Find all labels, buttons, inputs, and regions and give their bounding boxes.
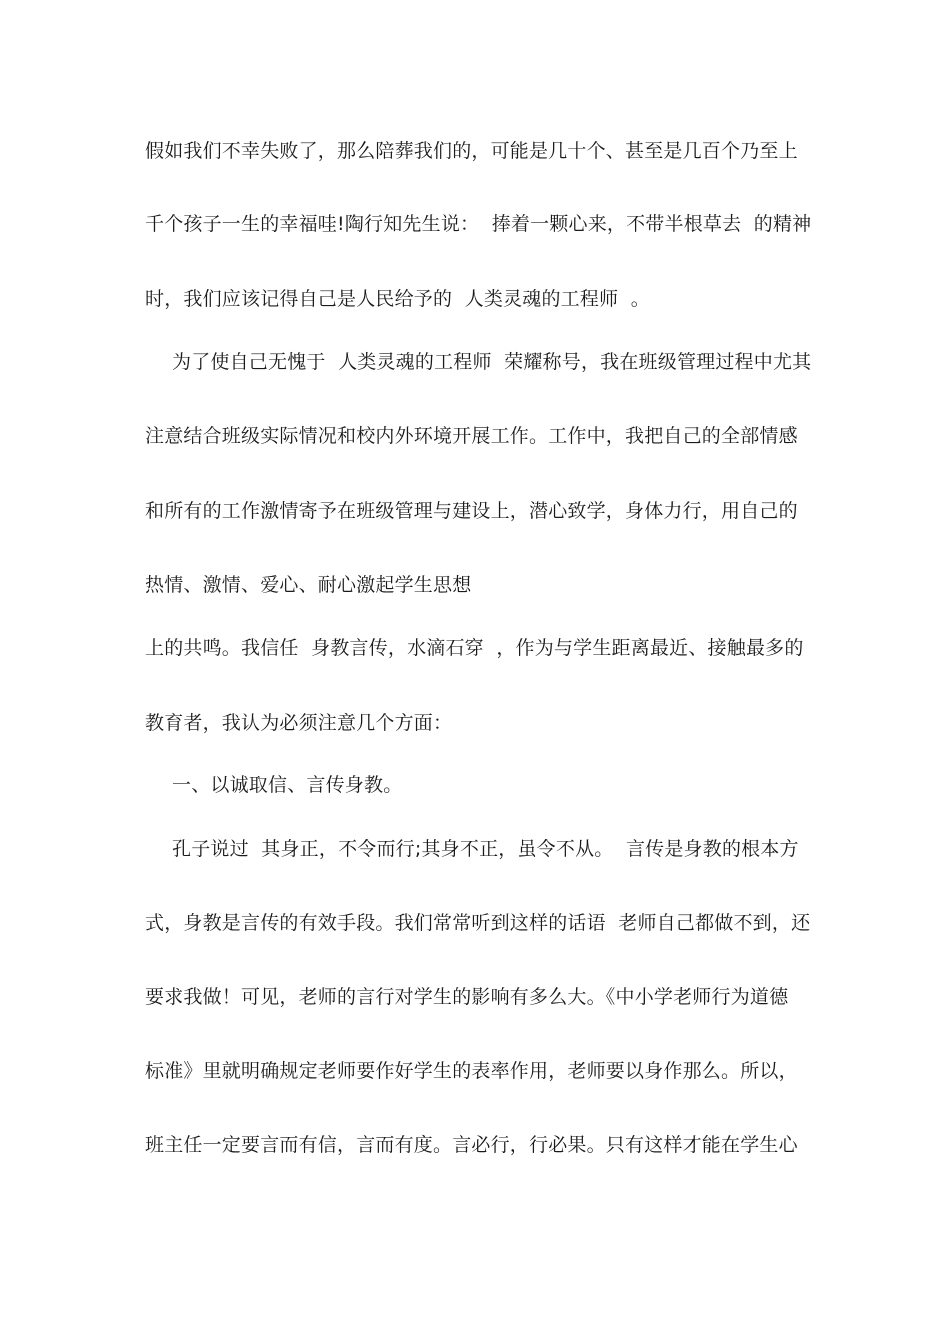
text-line: 热情、激情、爱心、耐心激起学生思想	[145, 574, 472, 596]
paragraph-first-line: 为了使自己无愧于 人类灵魂的工程师 荣耀称号，我在班级管理过程中尤其	[172, 351, 812, 373]
text-line: 教育者，我认为必须注意几个方面：	[145, 712, 453, 734]
text-line: 假如我们不幸失败了，那么陪葬我们的，可能是几十个、甚至是几百个乃至上	[145, 140, 798, 162]
text-line: 要求我做！可见，老师的言行对学生的影响有多么大。《中小学老师行为道德	[145, 986, 789, 1008]
text-line: 标准》里就明确规定老师要作好学生的表率作用，老师要以身作那么。所以，	[145, 1060, 798, 1082]
text-line: 千个孩子一生的幸福哇!陶行知先生说： 捧着一颗心来，不带半根草去 的精神	[145, 213, 812, 235]
text-line: 注意结合班级实际情况和校内外环境开展工作。工作中，我把自己的全部情感	[145, 425, 798, 447]
text-line: 时，我们应该记得自己是人民给予的 人类灵魂的工程师 。	[145, 288, 650, 310]
text-line: 和所有的工作激情寄予在班级管理与建设上，潜心致学，身体力行，用自己的	[145, 500, 798, 522]
text-line: 式，身教是言传的有效手段。我们常常听到这样的话语 老师自己都做不到，还	[145, 912, 811, 934]
paragraph-first-line: 孔子说过 其身正，不令而行;其身不正，虽令不从。 言传是身教的根本方	[172, 838, 799, 860]
text-line: 上的共鸣。我信任 身教言传，水滴石穿 ，作为与学生距离最近、接触最多的	[145, 637, 804, 659]
section-heading: 一、以诚取信、言传身教。	[172, 774, 403, 796]
text-line: 班主任一定要言而有信，言而有度。言必行，行必果。只有这样才能在学生心	[145, 1134, 798, 1156]
